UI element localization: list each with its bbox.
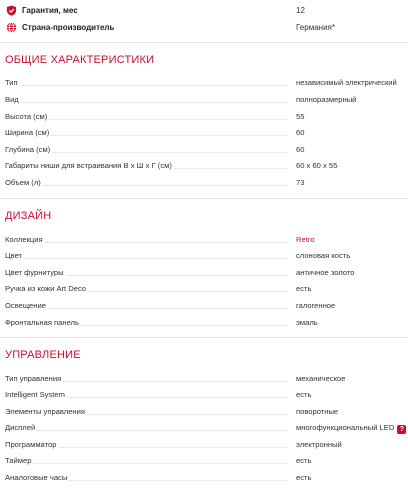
- spec-label: Освещение: [5, 301, 46, 310]
- section-title-general: ОБЩИЕ ХАРАКТЕРИСТИКИ: [5, 54, 155, 66]
- spec-value: 60 x 60 x 55: [296, 161, 338, 170]
- spec-label: Габариты ниши для встраивания В x Ш x Г (см): [5, 161, 172, 170]
- dotted-leader: [5, 85, 288, 86]
- spec-row-height: [0, 108, 408, 125]
- spec-label: Цвет: [5, 251, 23, 260]
- divider: [0, 42, 408, 43]
- dotted-leader: [5, 430, 288, 431]
- country-row: [0, 19, 408, 36]
- help-icon[interactable]: ?: [397, 425, 406, 434]
- spec-value: поворотные: [296, 407, 339, 416]
- spec-row-niche: [0, 157, 408, 174]
- spec-row-lighting: [0, 297, 408, 314]
- spec-label: Дисплей: [5, 423, 36, 432]
- country-label: Страна-производитель: [22, 23, 115, 32]
- dotted-leader: [5, 463, 288, 464]
- spec-label: Коллекция: [5, 235, 43, 244]
- spec-row-volume: [0, 174, 408, 191]
- spec-row-controls: [0, 403, 408, 420]
- spec-label: Тип управления: [5, 374, 62, 383]
- spec-value: 73: [296, 178, 305, 187]
- spec-row-kind: [0, 91, 408, 108]
- spec-label: Intelligent System: [5, 390, 65, 399]
- spec-row-hardware-color: [0, 264, 408, 281]
- spec-row-clock: [0, 469, 408, 486]
- dotted-leader: [5, 242, 288, 243]
- spec-label: Тип: [5, 78, 18, 87]
- spec-value-text: многофункциональный LED: [296, 423, 395, 432]
- warranty-label: Гарантия, мес: [22, 6, 78, 15]
- spec-label: Ширина (см): [5, 128, 50, 137]
- section-title-control: УПРАВЛЕНИЕ: [5, 349, 81, 361]
- spec-label: Аналоговые часы: [5, 473, 68, 482]
- spec-value: [296, 423, 406, 434]
- spec-label: Объем (л): [5, 178, 41, 187]
- spec-row-programmer: [0, 436, 408, 453]
- spec-value: есть: [296, 456, 312, 465]
- spec-value: полноразмерный: [296, 95, 357, 104]
- spec-row-type: [0, 74, 408, 91]
- country-value: Германия*: [296, 23, 335, 32]
- spec-value: есть: [296, 473, 312, 482]
- spec-value: есть: [296, 284, 312, 293]
- dotted-leader: [5, 258, 288, 259]
- warranty-value: 12: [296, 6, 305, 15]
- spec-row-depth: [0, 141, 408, 158]
- spec-row-collection: [0, 231, 408, 248]
- spec-label: Таймер: [5, 456, 32, 465]
- globe-icon: [6, 22, 17, 33]
- spec-row-display: [0, 419, 408, 436]
- divider: [0, 337, 408, 338]
- spec-value: 55: [296, 112, 305, 121]
- spec-label: Цвет фурнитуры: [5, 268, 64, 277]
- spec-value: слоновая кость: [296, 251, 351, 260]
- spec-row-timer: [0, 452, 408, 469]
- spec-label: Программатор: [5, 440, 57, 449]
- spec-value: галогенное: [296, 301, 336, 310]
- spec-value: античное золото: [296, 268, 355, 277]
- dotted-leader: [5, 102, 288, 103]
- warranty-row: [0, 2, 408, 19]
- spec-row-handle: [0, 280, 408, 297]
- spec-value: есть: [296, 390, 312, 399]
- spec-value: 60: [296, 145, 305, 154]
- spec-label: Элементы управления: [5, 407, 85, 416]
- spec-label: Ручка из кожи Art Deco: [5, 284, 86, 293]
- collection-link[interactable]: Retro: [296, 235, 315, 244]
- spec-row-color: [0, 247, 408, 264]
- spec-row-intelligent: [0, 386, 408, 403]
- divider: [0, 198, 408, 199]
- spec-label: Высота (см): [5, 112, 48, 121]
- spec-row-control-type: [0, 370, 408, 387]
- spec-label: Фронтальная панель: [5, 318, 79, 327]
- spec-value: электронный: [296, 440, 342, 449]
- spec-row-front-panel: [0, 314, 408, 331]
- spec-value: механическое: [296, 374, 346, 383]
- spec-value: независимый электрический: [296, 78, 397, 87]
- spec-value: 60: [296, 128, 305, 137]
- spec-row-width: [0, 124, 408, 141]
- section-title-design: ДИЗАЙН: [5, 210, 52, 222]
- shield-check-icon: [6, 5, 17, 16]
- spec-label: Глубина (см): [5, 145, 51, 154]
- dotted-leader: [5, 185, 288, 186]
- spec-label: Вид: [5, 95, 19, 104]
- spec-value: эмаль: [296, 318, 318, 327]
